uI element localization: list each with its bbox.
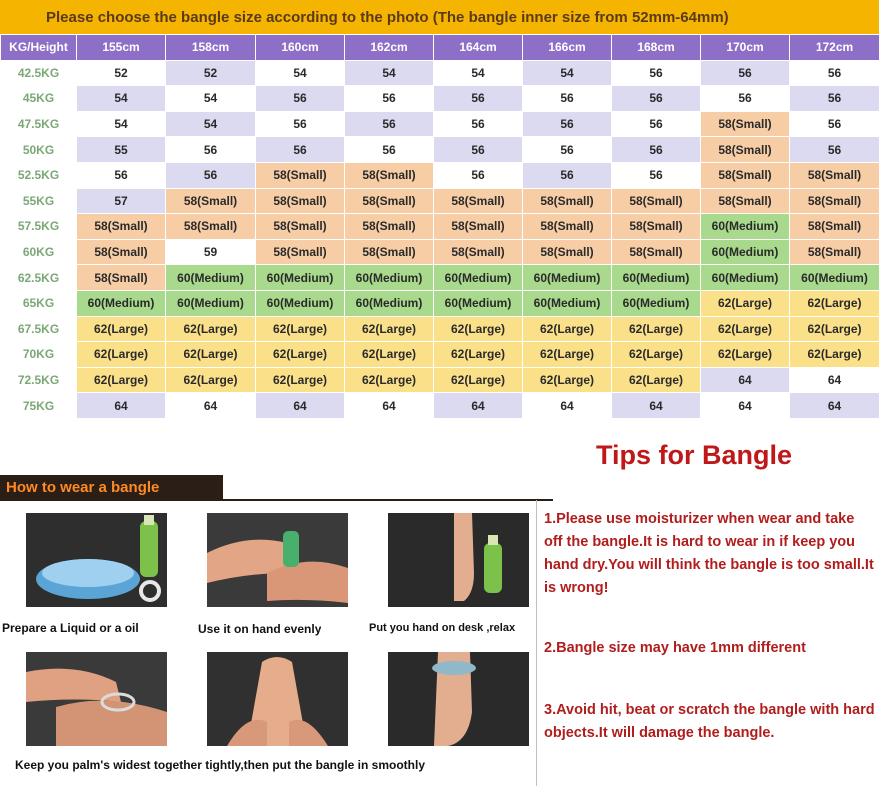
size-cell: 64 — [523, 393, 612, 419]
size-cell: 56 — [612, 137, 701, 163]
weight-cell: 50KG — [1, 137, 77, 163]
size-cell: 62(Large) — [345, 342, 434, 368]
height-header: 170cm — [701, 35, 790, 61]
size-cell: 56 — [790, 137, 879, 163]
size-cell: 58(Small) — [166, 214, 256, 240]
size-cell: 54 — [166, 111, 256, 137]
table-header-row — [1, 35, 879, 61]
size-cell: 62(Large) — [77, 316, 166, 342]
size-cell: 62(Large) — [434, 316, 523, 342]
bowl-and-bottle-photo — [26, 513, 167, 607]
size-cell: 62(Large) — [523, 316, 612, 342]
size-cell: 64 — [701, 367, 790, 393]
size-cell: 56 — [434, 111, 523, 137]
size-cell: 54 — [256, 60, 345, 86]
height-header: 155cm — [77, 35, 166, 61]
size-cell: 56 — [523, 137, 612, 163]
table-row — [1, 111, 879, 137]
size-cell: 62(Large) — [701, 290, 790, 316]
size-cell: 56 — [523, 86, 612, 112]
size-cell: 60(Medium) — [345, 290, 434, 316]
size-cell: 64 — [345, 393, 434, 419]
size-cell: 58(Small) — [523, 188, 612, 214]
size-cell: 60(Medium) — [256, 290, 345, 316]
size-cell: 60(Medium) — [790, 265, 879, 291]
banner-text: Please choose the bangle size according to the photo (The bangle inner size from 52mm-64mm) — [46, 8, 729, 26]
caption-use-evenly: Use it on hand evenly — [198, 622, 322, 636]
size-cell: 56 — [256, 86, 345, 112]
size-cell: 60(Medium) — [345, 265, 434, 291]
caption-hand-on-desk: Put you hand on desk ,relax — [369, 622, 516, 634]
size-cell: 62(Large) — [612, 367, 701, 393]
weight-cell: 62.5KG — [1, 265, 77, 291]
size-cell: 58(Small) — [612, 239, 701, 265]
size-cell: 62(Large) — [166, 342, 256, 368]
size-cell: 62(Large) — [790, 342, 879, 368]
height-header: 172cm — [790, 35, 879, 61]
size-cell: 59 — [166, 239, 256, 265]
size-cell: 58(Small) — [790, 188, 879, 214]
size-cell: 62(Large) — [523, 367, 612, 393]
size-cell: 58(Small) — [612, 188, 701, 214]
size-cell: 58(Small) — [77, 265, 166, 291]
corner-cell: KG/Height — [1, 35, 77, 61]
weight-cell: 42.5KG — [1, 60, 77, 86]
size-cell: 58(Small) — [256, 239, 345, 265]
size-cell: 64 — [434, 393, 523, 419]
height-header: 162cm — [345, 35, 434, 61]
size-cell: 56 — [345, 111, 434, 137]
size-cell: 56 — [434, 162, 523, 188]
table-row — [1, 290, 879, 316]
tip-moisturizer: 1.Please use moisturizer when wear and take off the bangle.It is hard to wear in if keep you hand dry.You will think the bangle is too small.It is wrong! — [544, 511, 874, 596]
height-header: 160cm — [256, 35, 345, 61]
size-cell: 57 — [77, 188, 166, 214]
size-cell: 58(Small) — [523, 214, 612, 240]
tip-size-difference: 2.Bangle size may have 1mm different — [544, 640, 806, 656]
size-cell: 58(Small) — [166, 188, 256, 214]
caption-prepare-liquid: Prepare a Liquid or a oil — [2, 621, 139, 635]
size-cell: 56 — [345, 137, 434, 163]
size-cell: 58(Small) — [345, 239, 434, 265]
size-cell: 56 — [345, 86, 434, 112]
table-row — [1, 393, 879, 419]
size-cell: 54 — [523, 60, 612, 86]
height-header: 164cm — [434, 35, 523, 61]
size-cell: 58(Small) — [345, 214, 434, 240]
size-cell: 56 — [434, 86, 523, 112]
size-cell: 58(Small) — [701, 162, 790, 188]
size-cell: 60(Medium) — [701, 214, 790, 240]
size-cell: 62(Large) — [345, 316, 434, 342]
tip-avoid-hit: 3.Avoid hit, beat or scratch the bangle with hard objects.It will damage the bangle. — [544, 702, 875, 741]
size-cell: 58(Small) — [345, 188, 434, 214]
how-to-wear-divider — [0, 499, 553, 501]
applying-liquid-photo — [207, 513, 348, 607]
how-to-wear-title: How to wear a bangle — [6, 478, 160, 496]
size-cell: 64 — [166, 393, 256, 419]
size-cell: 62(Large) — [434, 367, 523, 393]
table-row — [1, 316, 879, 342]
size-cell: 60(Medium) — [701, 265, 790, 291]
size-cell: 56 — [790, 86, 879, 112]
size-cell: 58(Small) — [256, 162, 345, 188]
size-cell: 56 — [523, 111, 612, 137]
size-cell: 54 — [77, 111, 166, 137]
size-cell: 62(Large) — [790, 316, 879, 342]
weight-cell: 45KG — [1, 86, 77, 112]
size-cell: 62(Large) — [256, 367, 345, 393]
weight-cell: 75KG — [1, 393, 77, 419]
size-cell: 60(Medium) — [256, 265, 345, 291]
size-cell: 54 — [166, 86, 256, 112]
size-cell: 56 — [612, 111, 701, 137]
size-cell: 58(Small) — [77, 239, 166, 265]
size-cell: 62(Large) — [612, 342, 701, 368]
size-cell: 64 — [790, 393, 879, 419]
weight-cell: 72.5KG — [1, 367, 77, 393]
size-cell: 56 — [256, 111, 345, 137]
size-cell: 60(Medium) — [612, 290, 701, 316]
table-row — [1, 342, 879, 368]
size-cell: 52 — [77, 60, 166, 86]
table-row — [1, 367, 879, 393]
size-cell: 60(Medium) — [523, 290, 612, 316]
height-header: 166cm — [523, 35, 612, 61]
size-cell: 60(Medium) — [166, 290, 256, 316]
size-cell: 62(Large) — [434, 342, 523, 368]
bangle-on-wrist-photo — [388, 652, 529, 746]
size-cell: 56 — [256, 137, 345, 163]
size-cell: 56 — [701, 60, 790, 86]
table-row — [1, 137, 879, 163]
size-cell: 58(Small) — [790, 162, 879, 188]
size-cell: 58(Small) — [701, 111, 790, 137]
size-cell: 58(Small) — [790, 239, 879, 265]
size-cell: 62(Large) — [166, 316, 256, 342]
table-row — [1, 60, 879, 86]
size-cell: 64 — [612, 393, 701, 419]
size-cell: 56 — [612, 86, 701, 112]
size-cell: 60(Medium) — [523, 265, 612, 291]
size-cell: 58(Small) — [256, 188, 345, 214]
size-cell: 62(Large) — [612, 316, 701, 342]
squeezing-palm-photo — [26, 652, 167, 746]
size-cell: 58(Small) — [345, 162, 434, 188]
size-cell: 62(Large) — [701, 316, 790, 342]
size-cell: 54 — [434, 60, 523, 86]
size-cell: 52 — [166, 60, 256, 86]
size-cell: 62(Large) — [256, 342, 345, 368]
size-cell: 54 — [77, 86, 166, 112]
size-cell: 56 — [77, 162, 166, 188]
size-cell: 56 — [612, 60, 701, 86]
size-cell: 58(Small) — [790, 214, 879, 240]
size-cell: 62(Large) — [256, 316, 345, 342]
size-cell: 55 — [77, 137, 166, 163]
size-cell: 60(Medium) — [612, 265, 701, 291]
size-cell: 58(Small) — [701, 137, 790, 163]
size-cell: 56 — [790, 60, 879, 86]
size-cell: 62(Large) — [701, 342, 790, 368]
size-cell: 60(Medium) — [434, 290, 523, 316]
bangle-size-table — [0, 34, 879, 419]
size-cell: 62(Large) — [77, 342, 166, 368]
hand-on-desk-photo — [388, 513, 529, 607]
size-cell: 60(Medium) — [77, 290, 166, 316]
size-cell: 58(Small) — [523, 239, 612, 265]
size-cell: 56 — [612, 162, 701, 188]
size-cell: 62(Large) — [166, 367, 256, 393]
size-cell: 58(Small) — [434, 188, 523, 214]
weight-cell: 57.5KG — [1, 214, 77, 240]
weight-cell: 52.5KG — [1, 162, 77, 188]
size-cell: 60(Medium) — [701, 239, 790, 265]
size-cell: 64 — [77, 393, 166, 419]
size-cell: 56 — [166, 137, 256, 163]
table-row — [1, 265, 879, 291]
table-row — [1, 188, 879, 214]
weight-cell: 47.5KG — [1, 111, 77, 137]
size-cell: 56 — [701, 86, 790, 112]
table-row — [1, 239, 879, 265]
size-chart-banner — [0, 0, 879, 34]
table-row — [1, 214, 879, 240]
size-cell: 56 — [434, 137, 523, 163]
size-cell: 62(Large) — [790, 290, 879, 316]
size-cell: 64 — [790, 367, 879, 393]
weight-cell: 60KG — [1, 239, 77, 265]
table-row — [1, 162, 879, 188]
weight-cell: 55KG — [1, 188, 77, 214]
size-cell: 56 — [523, 162, 612, 188]
size-cell: 58(Small) — [434, 239, 523, 265]
size-cell: 56 — [166, 162, 256, 188]
weight-cell: 65KG — [1, 290, 77, 316]
size-cell: 64 — [701, 393, 790, 419]
size-cell: 58(Small) — [77, 214, 166, 240]
size-cell: 58(Small) — [612, 214, 701, 240]
size-cell: 62(Large) — [523, 342, 612, 368]
size-cell: 60(Medium) — [434, 265, 523, 291]
weight-cell: 70KG — [1, 342, 77, 368]
size-cell: 60(Medium) — [166, 265, 256, 291]
size-cell: 64 — [256, 393, 345, 419]
size-cell: 62(Large) — [345, 367, 434, 393]
size-cell: 58(Small) — [256, 214, 345, 240]
table-row — [1, 86, 879, 112]
caption-palm-together: Keep you palm's widest together tightly,then put the bangle in smoothly — [15, 758, 425, 772]
size-cell: 62(Large) — [77, 367, 166, 393]
size-cell: 58(Small) — [434, 214, 523, 240]
height-header: 158cm — [166, 35, 256, 61]
tips-title: Tips for Bangle — [596, 440, 793, 470]
hands-together-photo — [207, 652, 348, 746]
size-cell: 58(Small) — [701, 188, 790, 214]
weight-cell: 67.5KG — [1, 316, 77, 342]
height-header: 168cm — [612, 35, 701, 61]
size-cell: 54 — [345, 60, 434, 86]
how-to-wear-header — [0, 475, 223, 499]
size-cell: 56 — [790, 111, 879, 137]
